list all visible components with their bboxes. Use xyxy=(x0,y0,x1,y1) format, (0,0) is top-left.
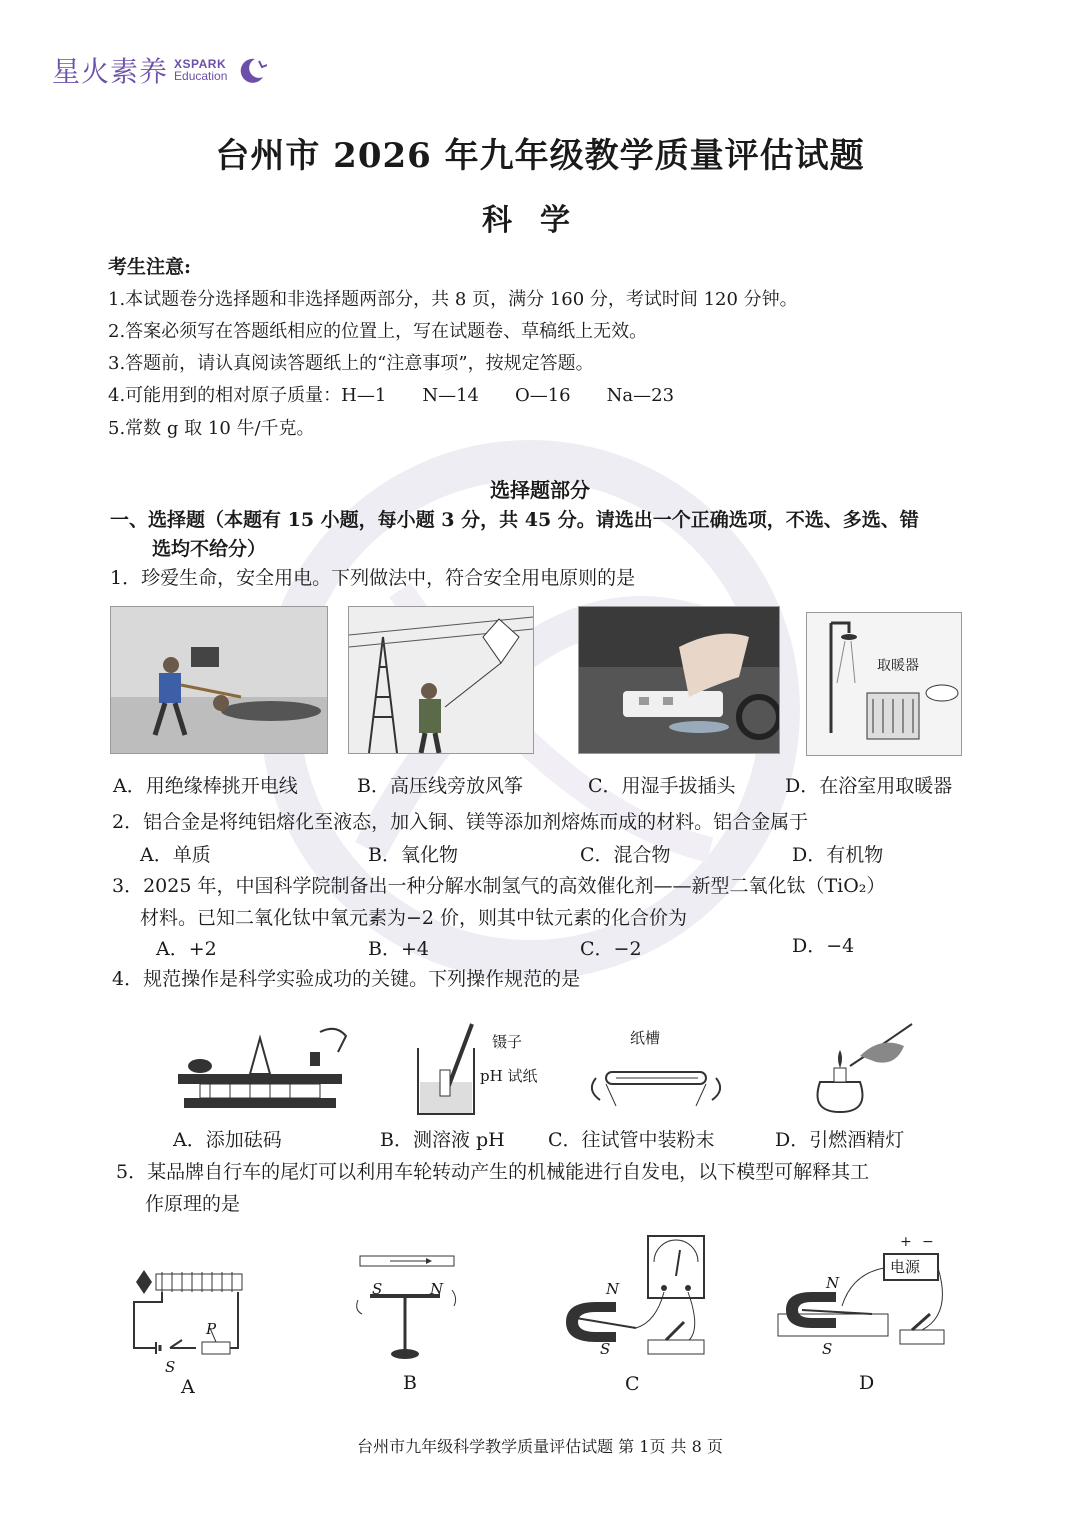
q2-option-a: A．单质 xyxy=(140,844,211,866)
notice-heading: 考生注意: xyxy=(108,256,192,278)
q1-fig-d-label: 取暖器 xyxy=(877,658,919,674)
q4-figure-b-beaker xyxy=(412,1022,482,1118)
exam-title: 台州市 2026 年九年级教学质量评估试题 xyxy=(215,136,865,176)
logo-chinese-text: 星火素养 xyxy=(52,55,169,88)
page-footer: 台州市九年级科学教学质量评估试题 第 1页 共 8 页 xyxy=(357,1437,723,1456)
q1-option-a: A．用绝缘棒挑开电线 xyxy=(113,775,298,797)
notice-item: 4.可能用到的相对原子质量：H—1 N—14 O—16 Na—23 xyxy=(108,385,675,406)
question-4-stem: 4．规范操作是科学实验成功的关键。下列操作规范的是 xyxy=(112,968,581,990)
q5-c-label-n: N xyxy=(606,1280,620,1298)
question-2-stem: 2．铝合金是将纯铝熔化至液态，加入铜、镁等添加剂熔炼而成的材料。铝合金属于 xyxy=(112,811,809,833)
q5-b-label-n: N xyxy=(430,1280,444,1298)
q4-option-c: C．往试管中装粉末 xyxy=(548,1129,715,1151)
q5-a-label-p: P xyxy=(206,1320,217,1338)
q1-option-c: C．用湿手拔插头 xyxy=(588,775,736,797)
q5-d-label-minus: − xyxy=(922,1234,934,1250)
notice-item: 5.常数 g 取 10 牛/千克。 xyxy=(108,418,315,439)
q5-figure-a-electromagnet xyxy=(126,1262,246,1372)
q4-label-paper-trough: 纸槽 xyxy=(630,1029,661,1047)
q5-option-a: A xyxy=(181,1376,195,1398)
q5-option-c: C xyxy=(625,1373,640,1395)
q5-option-b: B xyxy=(403,1372,417,1394)
q1-option-d: D．在浴室用取暖器 xyxy=(785,775,953,797)
q4-figure-c-test-tube xyxy=(586,1044,726,1114)
logo-crescent-icon xyxy=(233,55,267,85)
q2-option-d: D．有机物 xyxy=(792,844,884,866)
q5-figure-b-compass-needle xyxy=(350,1250,460,1362)
q5-figure-c-generator xyxy=(556,1232,716,1368)
q5-d-label-s: S xyxy=(822,1340,833,1358)
q1-figure-d xyxy=(806,612,962,756)
q3-option-b: B．+4 xyxy=(368,938,429,960)
q3-option-d: D．−4 xyxy=(792,935,855,957)
exam-subject: 科学 xyxy=(482,203,598,238)
q4-figure-a-balance xyxy=(170,1022,350,1118)
question-3-stem-line1: 3．2025 年，中国科学院制备出一种分解水制氢气的高效催化剂——新型二氧化钛（TiO₂） xyxy=(112,875,886,897)
part-heading: 一、选择题（本题有 15 小题，每小题 3 分，共 45 分。请选出一个正确选项，不选、多选、错 选均不给分） xyxy=(110,509,919,560)
q3-option-c: C．−2 xyxy=(580,938,642,960)
q1-figure-b xyxy=(348,606,534,754)
q5-d-label-n: N xyxy=(826,1274,840,1292)
q5-option-d: D xyxy=(859,1372,875,1394)
question-5-stem-line1: 5．某品牌自行车的尾灯可以利用车轮转动产生的机械能进行自发电，以下模型可解释其工 xyxy=(116,1161,870,1183)
q4-figure-d-alcohol-lamp xyxy=(800,1016,920,1116)
q4-option-d: D．引燃酒精灯 xyxy=(775,1129,905,1151)
q1-figure-c xyxy=(578,606,780,754)
q4-label-ph-paper: pH 试纸 xyxy=(480,1067,538,1085)
q5-d-label-power: 电源 xyxy=(890,1258,921,1276)
q4-option-a: A．添加砝码 xyxy=(173,1129,282,1151)
q5-b-label-s: S xyxy=(372,1280,383,1298)
q3-option-a: A．+2 xyxy=(156,938,217,960)
section-heading: 选择题部分 xyxy=(490,478,590,502)
brand-logo xyxy=(52,50,267,90)
q2-option-c: C．混合物 xyxy=(580,844,671,866)
q5-a-label-s: S xyxy=(165,1358,176,1376)
q4-label-tweezers: 镊子 xyxy=(492,1033,523,1051)
q5-figure-d-motor xyxy=(772,1234,952,1364)
q4-option-b: B．测溶液 pH xyxy=(380,1129,505,1151)
notice-item: 3.答题前，请认真阅读答题纸上的“注意事项”，按规定答题。 xyxy=(108,353,594,374)
question-5-stem-line2: 作原理的是 xyxy=(145,1193,241,1215)
q5-d-label-plus: + xyxy=(900,1234,912,1250)
q5-c-label-s: S xyxy=(600,1340,611,1358)
question-3-stem-line2: 材料。已知二氧化钛中氧元素为−2 价，则其中钛元素的化合价为 xyxy=(140,907,688,929)
q2-option-b: B．氧化物 xyxy=(368,844,458,866)
logo-english-text: XSPARK Education xyxy=(174,57,228,83)
notice-item: 1.本试题卷分选择题和非选择题两部分，共 8 页，满分 160 分，考试时间 120 分钟。 xyxy=(108,289,798,310)
notice-item: 2.答案必须写在答题纸相应的位置上，写在试题卷、草稿纸上无效。 xyxy=(108,321,648,342)
question-1-stem: 1．珍爱生命，安全用电。下列做法中，符合安全用电原则的是 xyxy=(110,567,636,589)
q1-option-b: B．高压线旁放风筝 xyxy=(357,775,523,797)
q1-figure-a xyxy=(110,606,328,754)
